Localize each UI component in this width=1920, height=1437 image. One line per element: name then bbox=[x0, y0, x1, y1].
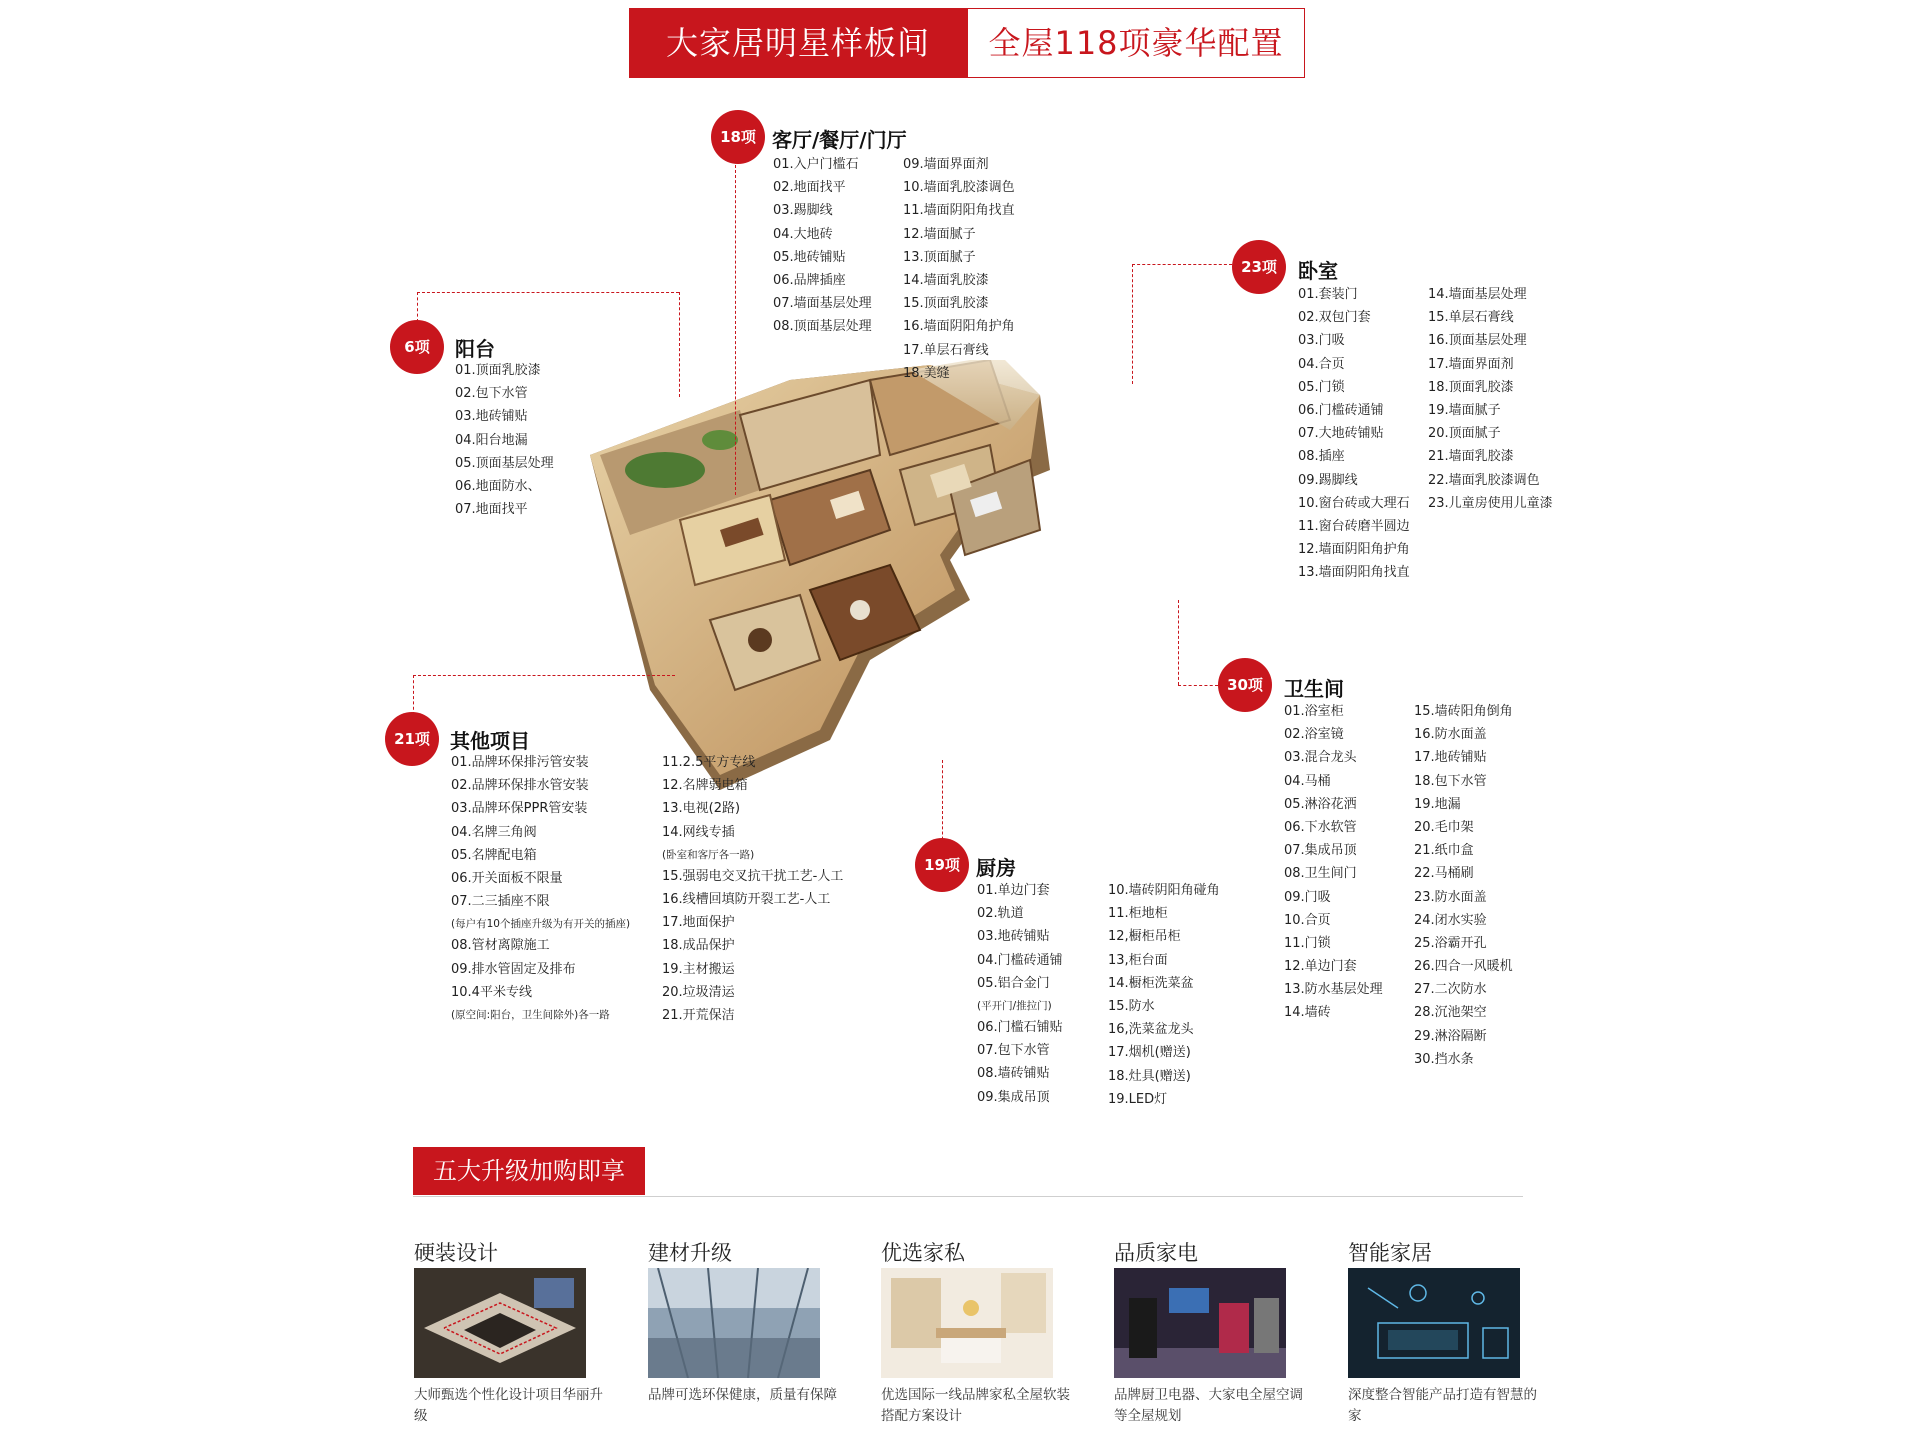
bathroom-items-col2 bbox=[1414, 700, 1513, 1071]
list-item: 14.墙面基层处理 bbox=[1428, 287, 1527, 302]
list-item: 30.挡水条 bbox=[1414, 1051, 1474, 1067]
list-item: 12.墙面阴阳角护角 bbox=[1298, 542, 1410, 558]
list-item: 05.地砖铺贴 bbox=[773, 249, 846, 265]
list-item: 20.垃圾清运 bbox=[662, 984, 735, 1000]
leader-bedroom-h bbox=[1132, 264, 1232, 265]
living-items-col2 bbox=[903, 153, 1015, 385]
bedroom-items-col2 bbox=[1428, 283, 1553, 515]
list-item: 06.地面防水、 bbox=[455, 478, 541, 494]
section-title-living: 客厅/餐厅/门厅 bbox=[772, 128, 907, 152]
list-item: 04.门槛砖通铺 bbox=[977, 952, 1063, 968]
section-badge-bathroom: 30项 bbox=[1218, 658, 1272, 712]
card-title-hard-design: 硬装设计 bbox=[414, 1241, 498, 1265]
balcony-items bbox=[455, 360, 554, 522]
list-item: 25.浴霸开孔 bbox=[1414, 935, 1487, 951]
list-item: 11.柜地柜 bbox=[1108, 906, 1168, 922]
list-item: 08.管材离隙施工 bbox=[451, 938, 550, 954]
bedroom-items-col1 bbox=[1298, 283, 1410, 584]
bathroom-items-col1 bbox=[1284, 700, 1383, 1025]
banner-title-right: 全屋118项豪华配置 bbox=[967, 8, 1305, 78]
list-item: 13,柜台面 bbox=[1108, 952, 1168, 968]
list-item: 06.品牌插座 bbox=[773, 272, 846, 288]
list-item: 03.门吸 bbox=[1298, 333, 1345, 349]
list-item: 02.品牌环保排水管安装 bbox=[451, 778, 589, 794]
list-item: 14.墙面乳胶漆 bbox=[903, 272, 989, 288]
list-item: 09.踢脚线 bbox=[1298, 472, 1358, 488]
section-badge-living: 18项 bbox=[711, 110, 765, 164]
list-item: 03.地砖铺贴 bbox=[455, 409, 528, 425]
other-items-col2 bbox=[662, 752, 843, 1028]
list-item: 05.名牌配电箱 bbox=[451, 847, 537, 863]
card-image-materials bbox=[648, 1268, 820, 1378]
list-item: 01.浴室柜 bbox=[1284, 704, 1344, 719]
list-item: 13.电视(2路) bbox=[662, 801, 741, 817]
list-item: 18.灶具(赠送) bbox=[1108, 1068, 1191, 1084]
list-item: 19.LED灯 bbox=[1108, 1091, 1168, 1107]
list-item: 10.墙面乳胶漆调色 bbox=[903, 180, 1015, 196]
list-item: 16,洗菜盆龙头 bbox=[1108, 1022, 1194, 1038]
section-title-bedroom: 卧室 bbox=[1298, 259, 1338, 283]
list-item: 21.纸巾盒 bbox=[1414, 843, 1474, 859]
card-desc-hard-design: 大师甄选个性化设计项目华丽升级 bbox=[414, 1387, 603, 1424]
list-item: 08.卫生间门 bbox=[1284, 866, 1357, 882]
list-item: 05.铝合金门 bbox=[977, 975, 1050, 991]
section-badge-balcony: 6项 bbox=[390, 320, 444, 374]
list-item: 01.单边门套 bbox=[977, 883, 1050, 898]
list-item: 01.顶面乳胶漆 bbox=[455, 363, 541, 378]
other-items-col1 bbox=[451, 752, 630, 1026]
list-item: 15.防水 bbox=[1108, 998, 1155, 1014]
list-item: 12.单边门套 bbox=[1284, 959, 1357, 975]
list-item: 15.墙砖阳角倒角 bbox=[1414, 704, 1513, 719]
list-item: 03.品牌环保PPR管安装 bbox=[451, 801, 588, 817]
list-item: 11.2.5平方专线 bbox=[662, 755, 756, 770]
list-item: 07.二三插座不限 bbox=[451, 894, 550, 910]
list-item: 14.橱柜洗菜盆 bbox=[1108, 975, 1194, 991]
list-item: 16.线槽回填防开裂工艺-人工 bbox=[662, 891, 831, 907]
list-item: 22.墙面乳胶漆调色 bbox=[1428, 472, 1540, 488]
banner-title-left: 大家居明星样板间 bbox=[629, 8, 967, 78]
list-item: 06.门槛石铺贴 bbox=[977, 1019, 1063, 1035]
list-item: 07.大地砖铺贴 bbox=[1298, 426, 1384, 442]
card-desc-smart-home: 深度整合智能产品打造有智慧的家 bbox=[1348, 1387, 1537, 1424]
list-item: 17.地面保护 bbox=[662, 915, 735, 931]
list-item: 15.单层石膏线 bbox=[1428, 310, 1514, 326]
leader-balcony-h bbox=[417, 292, 679, 293]
card-desc-materials: 品牌可选环保健康，质量有保障 bbox=[648, 1387, 837, 1403]
list-item: 04.马桶 bbox=[1284, 773, 1331, 789]
card-title-furniture: 优选家私 bbox=[881, 1241, 965, 1265]
living-items-col1 bbox=[773, 153, 872, 339]
card-title-smart-home: 智能家居 bbox=[1348, 1241, 1432, 1265]
list-item: 20.顶面腻子 bbox=[1428, 426, 1501, 442]
list-item: 29.淋浴隔断 bbox=[1414, 1028, 1487, 1044]
list-item: 10.窗台砖或大理石 bbox=[1298, 495, 1410, 511]
list-item: 06.下水软管 bbox=[1284, 819, 1357, 835]
list-item: 13.墙面阴阳角找直 bbox=[1298, 565, 1410, 581]
card-image-hard-design bbox=[414, 1268, 586, 1378]
list-item: 09.集成吊顶 bbox=[977, 1089, 1050, 1105]
list-item: 07.集成吊顶 bbox=[1284, 843, 1357, 859]
list-item: 18.顶面乳胶漆 bbox=[1428, 379, 1514, 395]
list-item: 18.成品保护 bbox=[662, 938, 735, 954]
list-item: 19.主材搬运 bbox=[662, 961, 735, 977]
list-item: 22.马桶刷 bbox=[1414, 866, 1474, 882]
list-item: 07.墙面基层处理 bbox=[773, 296, 872, 312]
list-item: 04.阳台地漏 bbox=[455, 432, 528, 448]
kitchen-items-col1 bbox=[977, 880, 1063, 1110]
list-item: 12,橱柜吊柜 bbox=[1108, 929, 1181, 945]
list-item: 13.防水基层处理 bbox=[1284, 982, 1383, 998]
list-item: 11.墙面阴阳角找直 bbox=[903, 203, 1015, 219]
card-title-appliances: 品质家电 bbox=[1114, 1241, 1198, 1265]
list-item: 19.地漏 bbox=[1414, 796, 1461, 812]
list-item: (每户有10个插座升级为有开关的插座) bbox=[451, 918, 631, 931]
list-item: 17.烟机(赠送) bbox=[1108, 1045, 1191, 1061]
leader-other-h bbox=[413, 675, 675, 676]
list-item: (原空间:阳台，卫生间除外)各一路 bbox=[451, 1008, 610, 1021]
list-item: (卧室和客厅各一路) bbox=[662, 848, 755, 861]
list-item: 14.墙砖 bbox=[1284, 1005, 1331, 1021]
list-item: 12.名牌弱电箱 bbox=[662, 778, 748, 794]
leader-balcony-v bbox=[417, 292, 418, 322]
list-item: 01.品牌环保排污管安装 bbox=[451, 755, 589, 770]
leader-bathroom-h bbox=[1178, 685, 1218, 686]
list-item: 11.窗台砖磨半圆边 bbox=[1298, 518, 1410, 534]
list-item: 06.开关面板不限量 bbox=[451, 870, 563, 886]
list-item: 17.地砖铺贴 bbox=[1414, 750, 1487, 766]
list-item: 15.顶面乳胶漆 bbox=[903, 296, 989, 312]
list-item: 08.顶面基层处理 bbox=[773, 319, 872, 335]
list-item: 21.墙面乳胶漆 bbox=[1428, 449, 1514, 465]
list-item: 16.墙面阴阳角护角 bbox=[903, 319, 1015, 335]
section-title-kitchen: 厨房 bbox=[976, 856, 1016, 880]
leader-other-v bbox=[413, 675, 414, 715]
list-item: 16.顶面基层处理 bbox=[1428, 333, 1527, 349]
list-item: 15.强弱电交叉抗干扰工艺-人工 bbox=[662, 868, 844, 884]
list-item: 02.浴室镜 bbox=[1284, 727, 1344, 743]
section-title-balcony: 阳台 bbox=[455, 337, 495, 361]
section-badge-kitchen: 19项 bbox=[915, 838, 969, 892]
list-item: 09.排水管固定及排布 bbox=[451, 961, 576, 977]
list-item: 10.墙砖阴阳角碰角 bbox=[1108, 883, 1220, 898]
list-item: 09.门吸 bbox=[1284, 889, 1331, 905]
list-item: 26.四合一风暖机 bbox=[1414, 959, 1513, 975]
card-desc-appliances: 品牌厨卫电器、大家电全屋空调等全屋规划 bbox=[1114, 1387, 1303, 1424]
list-item: 03.踢脚线 bbox=[773, 203, 833, 219]
section-title-bathroom: 卫生间 bbox=[1284, 677, 1344, 701]
list-item: 03.混合龙头 bbox=[1284, 750, 1357, 766]
list-item: 02.双包门套 bbox=[1298, 310, 1371, 326]
list-item: 04.大地砖 bbox=[773, 226, 833, 242]
card-image-smart-home bbox=[1348, 1268, 1520, 1378]
list-item: 17.单层石膏线 bbox=[903, 342, 989, 358]
list-item: 07.地面找平 bbox=[455, 502, 528, 518]
list-item: 18.包下水管 bbox=[1414, 773, 1487, 789]
list-item: 17.墙面界面剂 bbox=[1428, 356, 1514, 372]
leader-bathroom-v bbox=[1178, 600, 1179, 685]
list-item: 16.防水面盖 bbox=[1414, 727, 1487, 743]
list-item: 10.合页 bbox=[1284, 912, 1331, 928]
list-item: 04.合页 bbox=[1298, 356, 1345, 372]
list-item: 05.门锁 bbox=[1298, 379, 1345, 395]
list-item: 03.地砖铺贴 bbox=[977, 929, 1050, 945]
leader-balcony-v2 bbox=[679, 292, 680, 397]
card-image-appliances bbox=[1114, 1268, 1286, 1378]
list-item: 04.名牌三角阀 bbox=[451, 824, 537, 840]
list-item: 08.墙砖铺贴 bbox=[977, 1066, 1050, 1082]
list-item: 12.墙面腻子 bbox=[903, 226, 976, 242]
card-desc-furniture: 优选国际一线品牌家私全屋软装搭配方案设计 bbox=[881, 1387, 1070, 1424]
list-item: 09.墙面界面剂 bbox=[903, 157, 989, 172]
leader-bedroom-v bbox=[1132, 264, 1133, 384]
list-item: 11.门锁 bbox=[1284, 935, 1331, 951]
list-item: 10.4平米专线 bbox=[451, 984, 532, 1000]
list-item: 18.美缝 bbox=[903, 365, 950, 381]
list-item: 01.入户门槛石 bbox=[773, 157, 859, 172]
list-item: 06.门槛砖通铺 bbox=[1298, 402, 1384, 418]
list-item: 24.闭水实验 bbox=[1414, 912, 1487, 928]
list-item: 05.淋浴花洒 bbox=[1284, 796, 1357, 812]
section-badge-other: 21项 bbox=[385, 712, 439, 766]
leader-living bbox=[735, 165, 736, 495]
list-item: (平开门/推拉门) bbox=[977, 999, 1052, 1012]
list-item: 19.墙面腻子 bbox=[1428, 402, 1501, 418]
list-item: 13.顶面腻子 bbox=[903, 249, 976, 265]
list-item: 27.二次防水 bbox=[1414, 982, 1487, 998]
list-item: 23.防水面盖 bbox=[1414, 889, 1487, 905]
list-item: 08.插座 bbox=[1298, 449, 1345, 465]
list-item: 02.地面找平 bbox=[773, 180, 846, 196]
list-item: 05.顶面基层处理 bbox=[455, 455, 554, 471]
list-item: 21.开荒保洁 bbox=[662, 1007, 735, 1023]
kitchen-items-col2 bbox=[1108, 880, 1220, 1112]
list-item: 02.轨道 bbox=[977, 906, 1024, 922]
upgrade-divider bbox=[413, 1196, 1523, 1197]
list-item: 02.包下水管 bbox=[455, 386, 528, 402]
card-image-furniture bbox=[881, 1268, 1053, 1378]
list-item: 14.网线专插 bbox=[662, 824, 735, 840]
card-title-materials: 建材升级 bbox=[648, 1241, 732, 1265]
section-title-other: 其他项目 bbox=[450, 729, 530, 753]
list-item: 20.毛巾架 bbox=[1414, 819, 1474, 835]
list-item: 23.儿童房使用儿童漆 bbox=[1428, 495, 1553, 511]
list-item: 01.套装门 bbox=[1298, 287, 1358, 302]
upgrade-title: 五大升级加购即享 bbox=[413, 1147, 645, 1195]
section-badge-bedroom: 23项 bbox=[1232, 240, 1286, 294]
list-item: 07.包下水管 bbox=[977, 1043, 1050, 1059]
list-item: 28.沉池架空 bbox=[1414, 1005, 1487, 1021]
